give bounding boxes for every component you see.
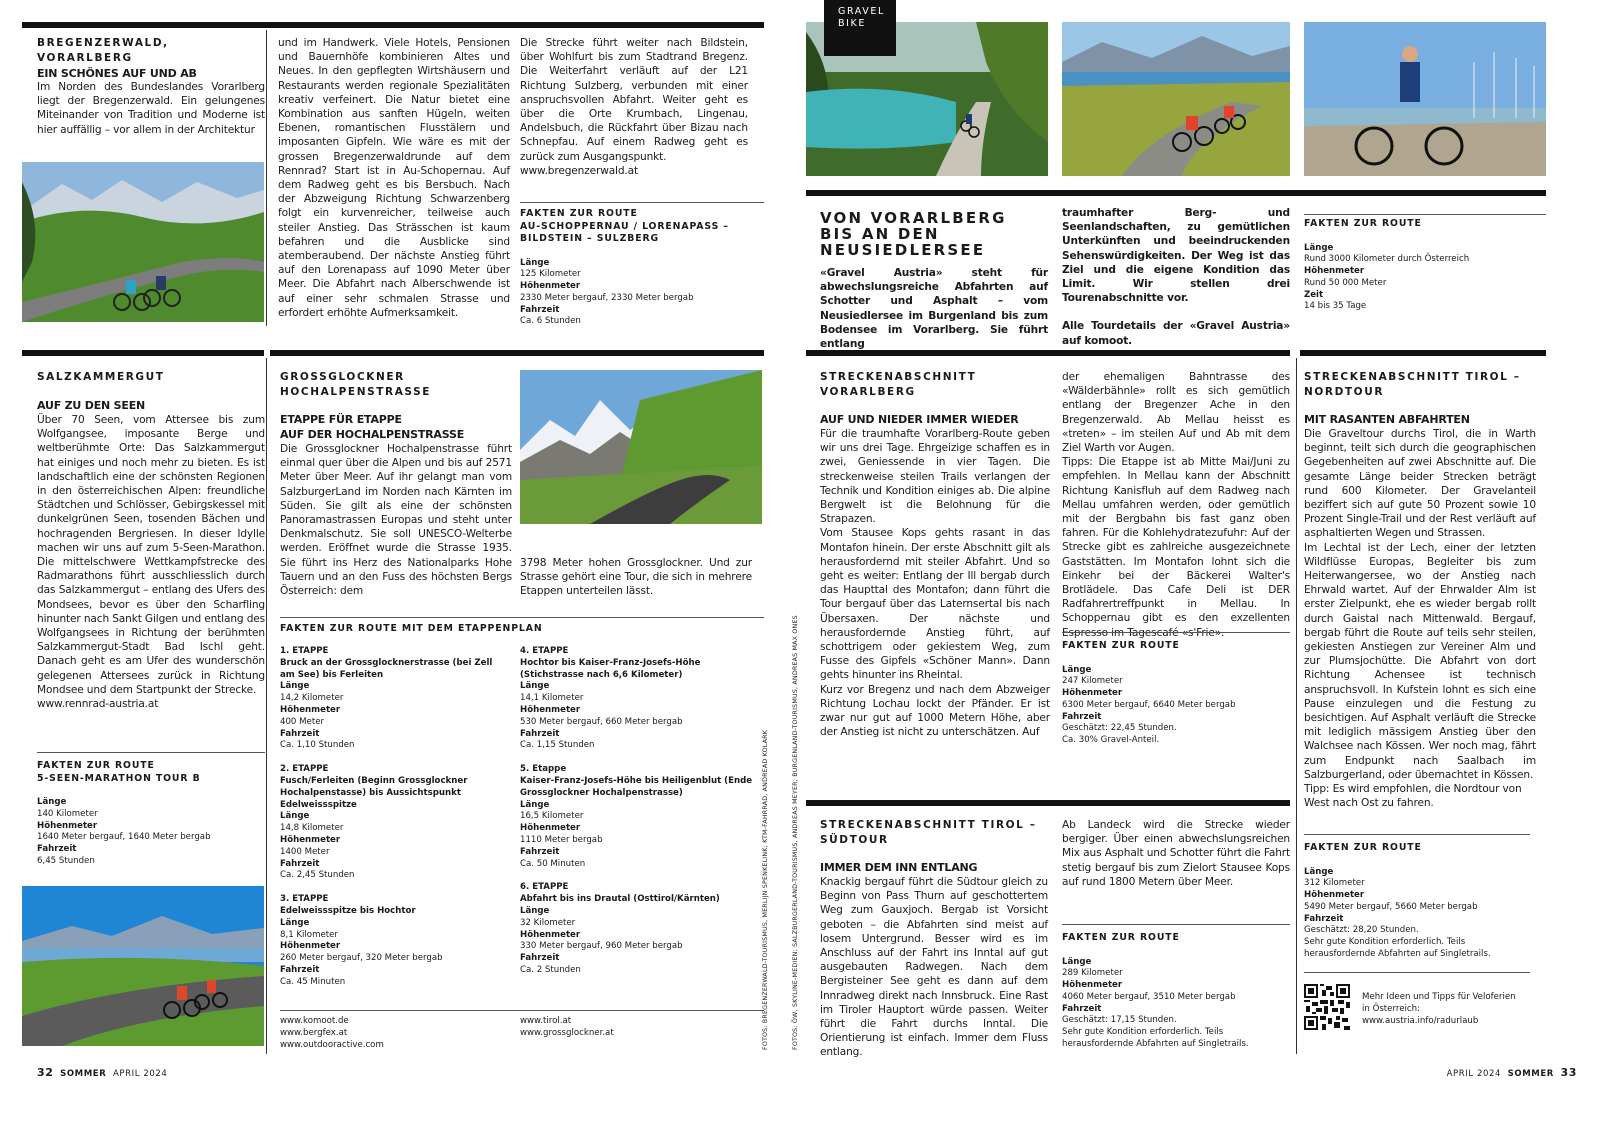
tag-line: GRAVEL [838,6,885,17]
promo-line: Mehr Ideen und Tipps für Veloferien [1362,992,1516,1002]
title-line: NEUSIEDLERSEE [820,241,986,259]
facts-divider [1062,924,1290,925]
suedtour-article [820,818,1048,1060]
section-kicker: VORARLBERG [820,386,916,398]
facts-box-gravel-austria [1304,218,1546,313]
folio-right [1447,1066,1577,1079]
page-number: 33 [1560,1066,1577,1079]
etappe-number: 1. ETAPPE [280,646,329,656]
etappe-route: Fusch/Ferleiten (Beginn Grossglockner Hochalpenstasse) bis Aussichtspunkt Edelweissspitze [280,775,468,810]
facts-label: Länge [520,257,550,268]
facts-label: Fahrzeit [1304,913,1344,924]
facts-value: 6,45 Stunden [37,855,95,866]
section-kicker: SÜDTOUR [820,834,889,846]
section-rule [270,350,764,356]
etappen-column-left [280,646,510,989]
facts-value: 16,5 Kilometer [520,811,584,822]
section-subhead: IMMER DEM INN ENTLANG [820,861,978,874]
etappe-route: Bruck an der Grossglocknerstrasse (bei Zell am See) bis Ferleiten [280,657,493,680]
article-text: Kurz vor Bregenz und nach dem Abzweiger Richtung Lochau lockt der Pfänder. Er ist zwar nur gut auf 1000 Metern Höhe, aber der Anstieg ist nicht zu unterschätzen. Auf [820,683,1050,739]
facts-value: 5490 Meter bergauf, 5660 Meter bergab [1304,901,1478,912]
facts-value: 289 Kilometer [1062,968,1123,979]
facts-value: Rund 50 000 Meter [1304,277,1387,288]
article-text: Die Grossglockner Hochalpenstrasse führt einmal quer über die Alpen und bis auf 2571 Meter über Meer. Auf ihr gelangt man vom SalzburgerLand im Norden nach Kärnten im Süden. Sie gilt als eine der schönsten Panoramastrassen Europas und steht unter Denkmalschutz. Sie soll UNESCO-Welterbe werden. Eröffnet wurde die Strasse 1935. Sie führt ins Herz des Nationalparks Hohe Tauern und an den Fuss des höchsten Bergs Österreich: dem [280,443,512,598]
facts-label: Fahrzeit [1062,711,1102,722]
etappe-number: 3. ETAPPE [280,894,329,905]
links-right [520,1016,614,1040]
facts-label: Höhenmeter [280,834,341,845]
facts-value: Geschätzt: 28,20 Stunden. [1304,925,1419,936]
facts-label: Länge [520,905,550,916]
facts-label: Fahrzeit [37,844,77,855]
facts-divider [37,752,265,753]
facts-label: Länge [1062,956,1092,967]
facts-label: Fahrzeit [280,964,320,975]
etappe-route: Abfahrt bis ins Drautal (Osttirol/Kärnten) [520,894,720,905]
facts-divider [1304,834,1530,835]
article-column-3 [520,36,748,178]
facts-title: FAKTEN ZUR ROUTE [1062,640,1180,651]
folio-left [37,1066,167,1079]
facts-box-salzkammergut [37,760,265,868]
facts-value: 125 Kilometer [520,269,581,280]
issue-date: APRIL 2024 [112,1069,168,1079]
gravel-harbour-image [1304,22,1546,176]
section-rule [806,800,1290,806]
facts-label: Höhenmeter [520,704,581,715]
section-kicker: BREGENZERWALD, VORARLBERG [37,37,169,64]
photo-credit-right: FOTOS: ÖW, SKYLINE-MEDIEN; SALZBURGERLAND-TOURISMUS, ANDREAS MEYER; BURGENLAND-TOURISMUS, ANDREAS MAX ONES [792,615,799,1050]
vorarlberg-article [820,370,1050,739]
section-rule [22,350,264,356]
facts-value: Ca. 2,45 Stunden [280,870,355,881]
facts-label: Höhenmeter [280,704,341,715]
facts-label: Fahrzeit [520,728,560,739]
photo-hochalpenstrasse [520,370,762,524]
facts-label: Länge [280,681,310,692]
qr-code-icon[interactable] [1304,984,1350,1030]
facts-label: Fahrzeit [1062,1003,1102,1014]
facts-value: Ca. 45 Minuten [280,976,346,987]
facts-title: FAKTEN ZUR ROUTE [1304,218,1422,229]
etappe-item [280,894,510,988]
facts-value: 1110 Meter bergab [520,834,603,845]
facts-value: Ca. 30% Gravel-Anteil. [1062,735,1160,746]
facts-title: FAKTEN ZUR ROUTE [1062,932,1180,943]
facts-value: Rund 3000 Kilometer durch Österreich [1304,254,1470,265]
photo-gravel-harbour [1304,22,1546,176]
facts-title: FAKTEN ZUR ROUTE [37,760,155,771]
article-text: Vom Stausee Kops gehts rasant in das Montafon hinein. Der erste Abschnitt gilt als herausfordernd mit steiler Abfahrt. Und so geht es weiter: Entlang der Ill bergab durch das Haupttal des Montafon; dann führt die Tour bergauf über das Laternsertal bis nach Übersaxen. Der nächste und herausfordernde Anstieg führt, auf schottrigem oder gekiestem Weg, zum Fusse des Gipfels «Schöner Mann». Dann gehts hinunter ins Rheintal. [820,527,1050,682]
top-rule-left [22,22,764,28]
feature-title [820,210,1007,258]
facts-value: 14 bis 35 Tage [1304,301,1367,312]
article-text-continued: 3798 Meter hohen Grossglockner. Und zur Strasse gehört eine Tour, die sich in mehrere Etappen unterteilen lässt. [520,557,752,598]
etappe-item [520,882,756,976]
etappe-number: 4. ETAPPE [520,646,569,656]
facts-label: Länge [280,811,310,822]
feature-intro-col2 [1062,206,1290,348]
komoot-link[interactable]: www.komoot.de [280,1016,349,1026]
facts-label: Höhenmeter [1062,980,1123,991]
feature-rule [806,190,1546,196]
facts-box-bregenzerwald [520,208,760,328]
promo-line: in Österreich: [1362,1003,1420,1014]
facts-route-line: BILDSTEIN – SULZBERG [520,233,660,244]
article-column-2: und im Handwerk. Viele Hotels, Pensionen und Bauernhöfe kombinieren Altes und Neues. In den gepflegten Wirtshäusern und Restaurants werden regionale Spezialitäten kreativ verfeinert. Die Natur bietet eine Kombination aus sanften Hügeln, weiten Ebenen, romantischen Flusstälern und imposanten Gipfeln. Wie wäre es mit der grossen Bregenzerwaldrunde auf dem Rennrad? Start ist in Au-Schopernau. Auf dem Radweg geht es bis Bersbuch. Nach der Abzweigung Richtung Schwarzenberg folgt ein kurvenreicher, teilweise auch steiler Anstieg. Das Strässchen ist kaum befahren und die Ausblicke sind atemberaubend. Der nächste Anstieg führt auf den Lorenapass auf 1090 Meter über Meer. Die Abfahrt nach Alberschwende ist auf einer sehr schmalen Strasse und erfordert erhöhte Aufmerksamkeit. [278,37,510,319]
facts-label: Höhenmeter [37,820,98,831]
salzkammergut-article [37,398,265,711]
facts-title: FAKTEN ZUR ROUTE [520,208,638,219]
facts-value: Ca. 2 Stunden [520,964,581,975]
facts-value: 14,1 Kilometer [520,693,584,704]
section-subhead: MIT RASANTEN ABFAHRTEN [1304,413,1470,426]
section-rule [1300,350,1546,356]
article-tips: Tipps: Die Etappe ist ab Mitte Mai/Juni zu empfehlen. In Mellau kann der Abschnitt Richtung Kanisfluh auf dem Radweg nach Mellau umfahren werden, oder gemütlich mit der Bergbahn bis fast ganz oben fahren. Für die Kohlehydratezufuhr: Auf der Strecke gibt es zahlreiche ausgezeichnete Gaststätten. Im Montafon lohnt sich die Einkehr bei der Bäckerei Walter's Brotlädele. Das Cafe Deli ist DER Radfahrertreffpunkt in Mellau. In Schoppernau gibt es den exzellenten [1062,456,1290,625]
facts-value: 14,8 Kilometer [280,823,344,834]
facts-label: Länge [1304,242,1334,253]
grossglockner-article [280,370,512,598]
facts-value: Ca. 1,15 Stunden [520,740,595,751]
section-kicker: NORDTOUR [1304,386,1385,398]
vorarlberg-article-col2 [1062,370,1290,640]
suedtour-article-col2: Ab Landeck wird die Strecke wieder bergiger. Über einen abwechslungsreichen Mix aus Asphalt und Schotter führt die Fahrt stetig bergauf bis zum Zielort Stausee Kops auf rund 1800 Metern über Meer. [1062,819,1290,888]
column-divider [1296,358,1297,1054]
magazine-name: SOMMER [60,1069,107,1079]
facts-divider [280,617,764,618]
section-kicker: STRECKENABSCHNITT [820,371,977,383]
etappe-item [280,764,510,882]
facts-label: Länge [1062,664,1092,675]
facts-label: Fahrzeit [520,304,560,315]
facts-label: Länge [520,799,550,810]
grossglockner-link[interactable]: www.grossglockner.at [520,1027,614,1038]
facts-label: Fahrzeit [280,858,320,869]
etappe-route: Hochtor bis Kaiser-Franz-Josefs-Höhe (Stichstrasse nach 6,6 Kilometer) [520,657,701,680]
section-subhead: AUF ZU DEN SEEN [37,399,146,412]
facts-value: 32 Kilometer [520,917,576,928]
facts-value: 400 Meter [280,716,325,727]
facts-value: Sehr gute Kondition erforderlich. Teils herausfordernde Abfahrten auf Singletrails. [1304,937,1491,960]
facts-label: Höhenmeter [520,823,581,834]
magazine-name: SOMMER [1507,1069,1554,1079]
facts-label: Höhenmeter [520,929,581,940]
facts-label: Fahrzeit [280,728,320,739]
feature-intro-text: traumhafter Berg- und Seenlandschaften, zu gemütlichen Unterkünften und beeindruckenden Sehenswürdigkeiten. Der Weg ist das Ziel und die eigene Kondition das Limit. Wir stellen drei Tourenabschnitte vor. [1062,207,1290,305]
links-divider [280,1010,764,1011]
facts-title: FAKTEN ZUR ROUTE MIT DEM ETAPPENPLAN [280,623,543,634]
facts-label: Höhenmeter [1304,266,1365,277]
photo-gravel-duo [1062,22,1290,176]
facts-divider [1062,632,1290,633]
title-line: BIS AN DEN [820,225,940,243]
komoot-note: Alle Tourdetails der «Gravel Austria» auf komoot. [1062,320,1290,347]
gravel-duo-image [1062,22,1290,176]
column-divider [266,30,267,326]
section-rule [806,350,1290,356]
facts-divider [520,202,764,203]
facts-value: Geschätzt: 22,45 Stunden. [1062,723,1177,734]
nordtour-article [1304,370,1536,810]
facts-label: Höhenmeter [1304,890,1365,901]
etappen-column-right [520,646,756,977]
gravel-bike-tag [824,0,896,56]
facts-value: 2330 Meter bergauf, 2330 Meter bergab [520,292,694,303]
tirol-link[interactable]: www.tirol.at [520,1016,572,1026]
facts-value: 1640 Meter bergauf, 1640 Meter bergab [37,832,211,843]
promo-text [1362,992,1542,1027]
outdooractive-link[interactable]: www.outdooractive.com [280,1039,384,1050]
etappe-number: 5. Etappe [520,764,567,775]
facts-title: FAKTEN ZUR ROUTE [1304,842,1422,853]
facts-box-suedtour [1062,932,1290,1051]
promo-divider [1304,972,1530,973]
bergfex-link[interactable]: www.bergfex.at [280,1027,348,1038]
title-line: VON VORARLBERG [820,209,1007,227]
feature-intro: «Gravel Austria» steht für abwechslungsreiche Abfahrten auf Schotter und Asphalt – vom Neusiedlersee im Burgenland bis zum Bodensee im Vorarlberg. Sie führt entlang [820,267,1048,351]
photo-credit-left: FOTOS: BREGENZERWALD-TOURISMUS, MERLIJN SPENKELINK; KTM-FAHRRAD, ANDREAD KOLARK [762,729,769,1050]
section-kicker: SALZKAMMERGUT [37,371,165,383]
facts-value: Ca. 6 Stunden [520,316,581,327]
facts-value: 330 Meter bergauf, 960 Meter bergab [520,941,683,952]
facts-label: Länge [37,797,67,807]
facts-route-line: AU-SCHOPPERNAU / LORENAPASS – [520,220,729,232]
facts-label: Zeit [1304,289,1324,300]
alpine-road-image [520,370,762,524]
facts-value: Ca. 1,10 Stunden [280,740,355,751]
article-intro: Im Norden des Bundeslandes Vorarlberg liegt der Bregenzerwald. Ein gelungenes Miteinander von Tradition und Moderne ist hier auffällig – vor allem in der Architektur [37,81,265,136]
facts-value: 312 Kilometer [1304,878,1365,889]
facts-value: Geschätzt: 17,15 Stunden. [1062,1015,1177,1026]
article-text: Über 70 Seen, vom Attersee bis zum Wolfgangsee, imposante Berge und weltberühmte Orte: Das Salzkammergut hat einiges und noch mehr zu bieten. Es ist landschaftlich eine der schönsten Regionen in den österreichischen Alpen: freundliche Städtchen und Schlösser, Gebirgskessel mit dunkelgrünen Seen, tosenden Bächen und hochragenden Bergriesen. In dieser Idylle machen wir uns auf zum 5-Seen-Marathon. Die mittelschwere Wettkampfstrecke des Radmarathons führt ausschliesslich durch das Salzkammergut – entlang des Ufers des Mondsees, bevor es über den Scharfling hinunter nach Sankt Gilgen und entlang des Wolfgangsees in Richtung der berühmten Salzkammergut-Stadt Bad Ischl geht. Danach geht es am Ufer des wunderschön gelegenen Attersees zurück in Richtung Mondsee und dem Startpunkt der Strecke. [37,414,265,696]
rennrad-link[interactable]: www.rennrad-austria.at [37,698,159,711]
article-text: Die Graveltour durchs Tirol, die in Warth beginnt, teilt sich durch die geographischen Gegebenheiten auf zwei Abschnitte auf. Die gesamte Länge beider Strecken beträgt rund 600 Kilometer. Der Gravelanteil beziffert sich auf gute 50 Prozent sowie 10 Prozent Single-Trail und der Rest verläuft auf asphaltierten Wegen und Strassen. [1304,428,1536,540]
issue-date: APRIL 2024 [1446,1069,1502,1079]
section-kicker: HOCHALPENSTRASSE [280,386,432,398]
article-tip: Tipp: Es wird empfohlen, die Nordtour von West nach Ost zu fahren. [1304,783,1522,810]
facts-route-line: 5-SEEN-MARATHON TOUR B [37,772,201,784]
section-kicker: STRECKENABSCHNITT TIROL – [1304,371,1521,383]
facts-label: Fahrzeit [520,846,560,857]
etappe-number: 2. ETAPPE [280,764,329,775]
cyclists-lake-image [22,886,264,1046]
section-subhead: AUF UND NIEDER IMMER WIEDER [820,413,1019,426]
etappe-item [280,646,510,752]
photo-cyclists-lake [22,886,264,1046]
facts-label: Länge [280,917,310,928]
section-subhead: EIN SCHÖNES AUF UND AB [37,67,197,80]
section-subhead: ETAPPE FÜR ETAPPE [280,413,402,426]
facts-value: 6300 Meter bergauf, 6640 Meter bergab [1062,699,1236,710]
column-divider [266,358,267,1054]
facts-value: Sehr gute Kondition erforderlich. Teils herausfordernde Abfahrten auf Singletrails. [1062,1027,1249,1050]
facts-value: 530 Meter bergauf, 660 Meter bergab [520,716,683,727]
cyclists-landscape-image [22,162,264,322]
facts-box-nordtour [1304,842,1536,961]
tag-line: BIKE [838,18,866,29]
facts-label: Fahrzeit [520,953,560,964]
section-subhead: AUF DER HOCHALPENSTRASSE [280,428,465,441]
facts-box-vorarlberg [1062,640,1290,747]
facts-value: 4060 Meter bergauf, 3510 Meter bergab [1062,991,1236,1002]
facts-label: Länge [520,681,550,692]
page-number: 32 [37,1066,54,1079]
article-text: Für die traumhafte Vorarlberg-Route geben wir uns drei Tage. Ehrgeizige schaffen es in zwei, Geniessende in vier Tagen. Die streckenweise steilen Trails verlangen der Technik und Kondition einiges ab. Die alpine Bergwelt ist die Belohnung für die Strapazen. [820,428,1050,526]
etappe-number: 6. ETAPPE [520,882,569,893]
links-left [280,1016,384,1051]
section-kicker: GROSSGLOCKNER [280,371,405,383]
facts-value: 8,1 Kilometer [280,929,338,940]
facts-label: Höhenmeter [1062,688,1123,699]
facts-divider [1304,214,1546,215]
facts-value: Ca. 50 Minuten [520,858,586,869]
facts-label: Länge [1304,866,1334,877]
facts-value: 140 Kilometer [37,808,98,819]
article-text: der ehemaligen Bahntrasse des «Wälderbähnle» rollt es sich gemütlich entlang der Bregenzer Ache in den Bregenzerwald. Ab Mellau heisst es «treten» – im steilen Auf und Ab mit dem Ziel Warth vor Augen. [1062,371,1290,455]
facts-value: 1400 Meter [280,846,330,857]
etappe-route: Edelweissspitze bis Hochtor [280,905,416,916]
photo-cyclists-bregenzerwald [22,162,264,322]
article-text: Im Lechtal ist der Lech, einer der letzten Wildflüsse Europas, Begleiter bis zum Heiterwangersee, wo der Anstieg nach Ehrwald wartet. Auf der Ehrwalder Alm ist erster Zielpunkt, ehe es wieder bergab rollt durch Gaistal nach Mittenwald. Bergauf, bergab führt die Route auf teils sehr steilen, gekiesten Anstiegen zur Vereiner Alm und zur Plumsjochütte. Die Abfahrt von dort Richtung Achensee ist technisch anspruchsvoll. In Kufstein lohnt es sich eine Pause einzulegen und die Festung zu besichtigen. Auf Asphalt verläuft die Strecke mit lediglich mässigem Anstieg über den Walchsee nach Kössen. Wer noch mag, fährt zum Endpunkt nach Saalbach im Salzburgerland, oder übernachtet in Kössen. [1304,541,1536,781]
facts-value: 14,2 Kilometer [280,693,344,704]
etappe-item [520,764,756,870]
bregenzerwald-link[interactable]: www.bregenzerwald.at [520,164,638,177]
etappe-item [520,646,756,752]
facts-label: Höhenmeter [520,281,581,292]
austria-info-link[interactable]: www.austria.info/radurlaub [1362,1015,1479,1026]
facts-value: 260 Meter bergauf, 320 Meter bergab [280,953,443,964]
section-kicker: STRECKENABSCHNITT TIROL – [820,819,1037,831]
article-text: Knackig bergauf führt die Südtour gleich zu Beginn von Pass Thurn auf geschottertem Weg zum Gauxjoch. Bergab ist Vorsicht geboten – die Abfahrten sind meist auf losem Untergrund. Besser wird es im Anschluss auf der Fahrt ins Inntal auf gut ausgebauten Radwegen. Nach dem Bergisteiner See geht es dann auf dem Innradweg direkt nach Innsbruck. Eine Rast im Tiroler Hauptort würde passen. Weiter führt die Fahrt durchs Inntal. Die Orientierung ist einfach. Immer dem Fluss entlang. [820,876,1048,1059]
article-text: Die Strecke führt weiter nach Bildstein, über Wohlfurt bis zum Stadtrand Bregenz. Die Weiterfahrt verläuft auf der L21 Richtung Sulzberg, verbunden mit einer anspruchsvollen Abfahrt. Weiter geht es über die Orte Krumbach, Lingenau, Andelsbuch, die Rückfahrt über Bizau nach Schnepfau. Auf einem Radweg geht es zurück zum Ausgangspunkt. [520,37,748,163]
facts-value: 247 Kilometer [1062,676,1123,687]
facts-label: Höhenmeter [280,941,341,952]
etappe-route: Kaiser-Franz-Josefs-Höhe bis Heiligenblut (Ende Grossglockner Hochalpenstrasse) [520,775,753,798]
